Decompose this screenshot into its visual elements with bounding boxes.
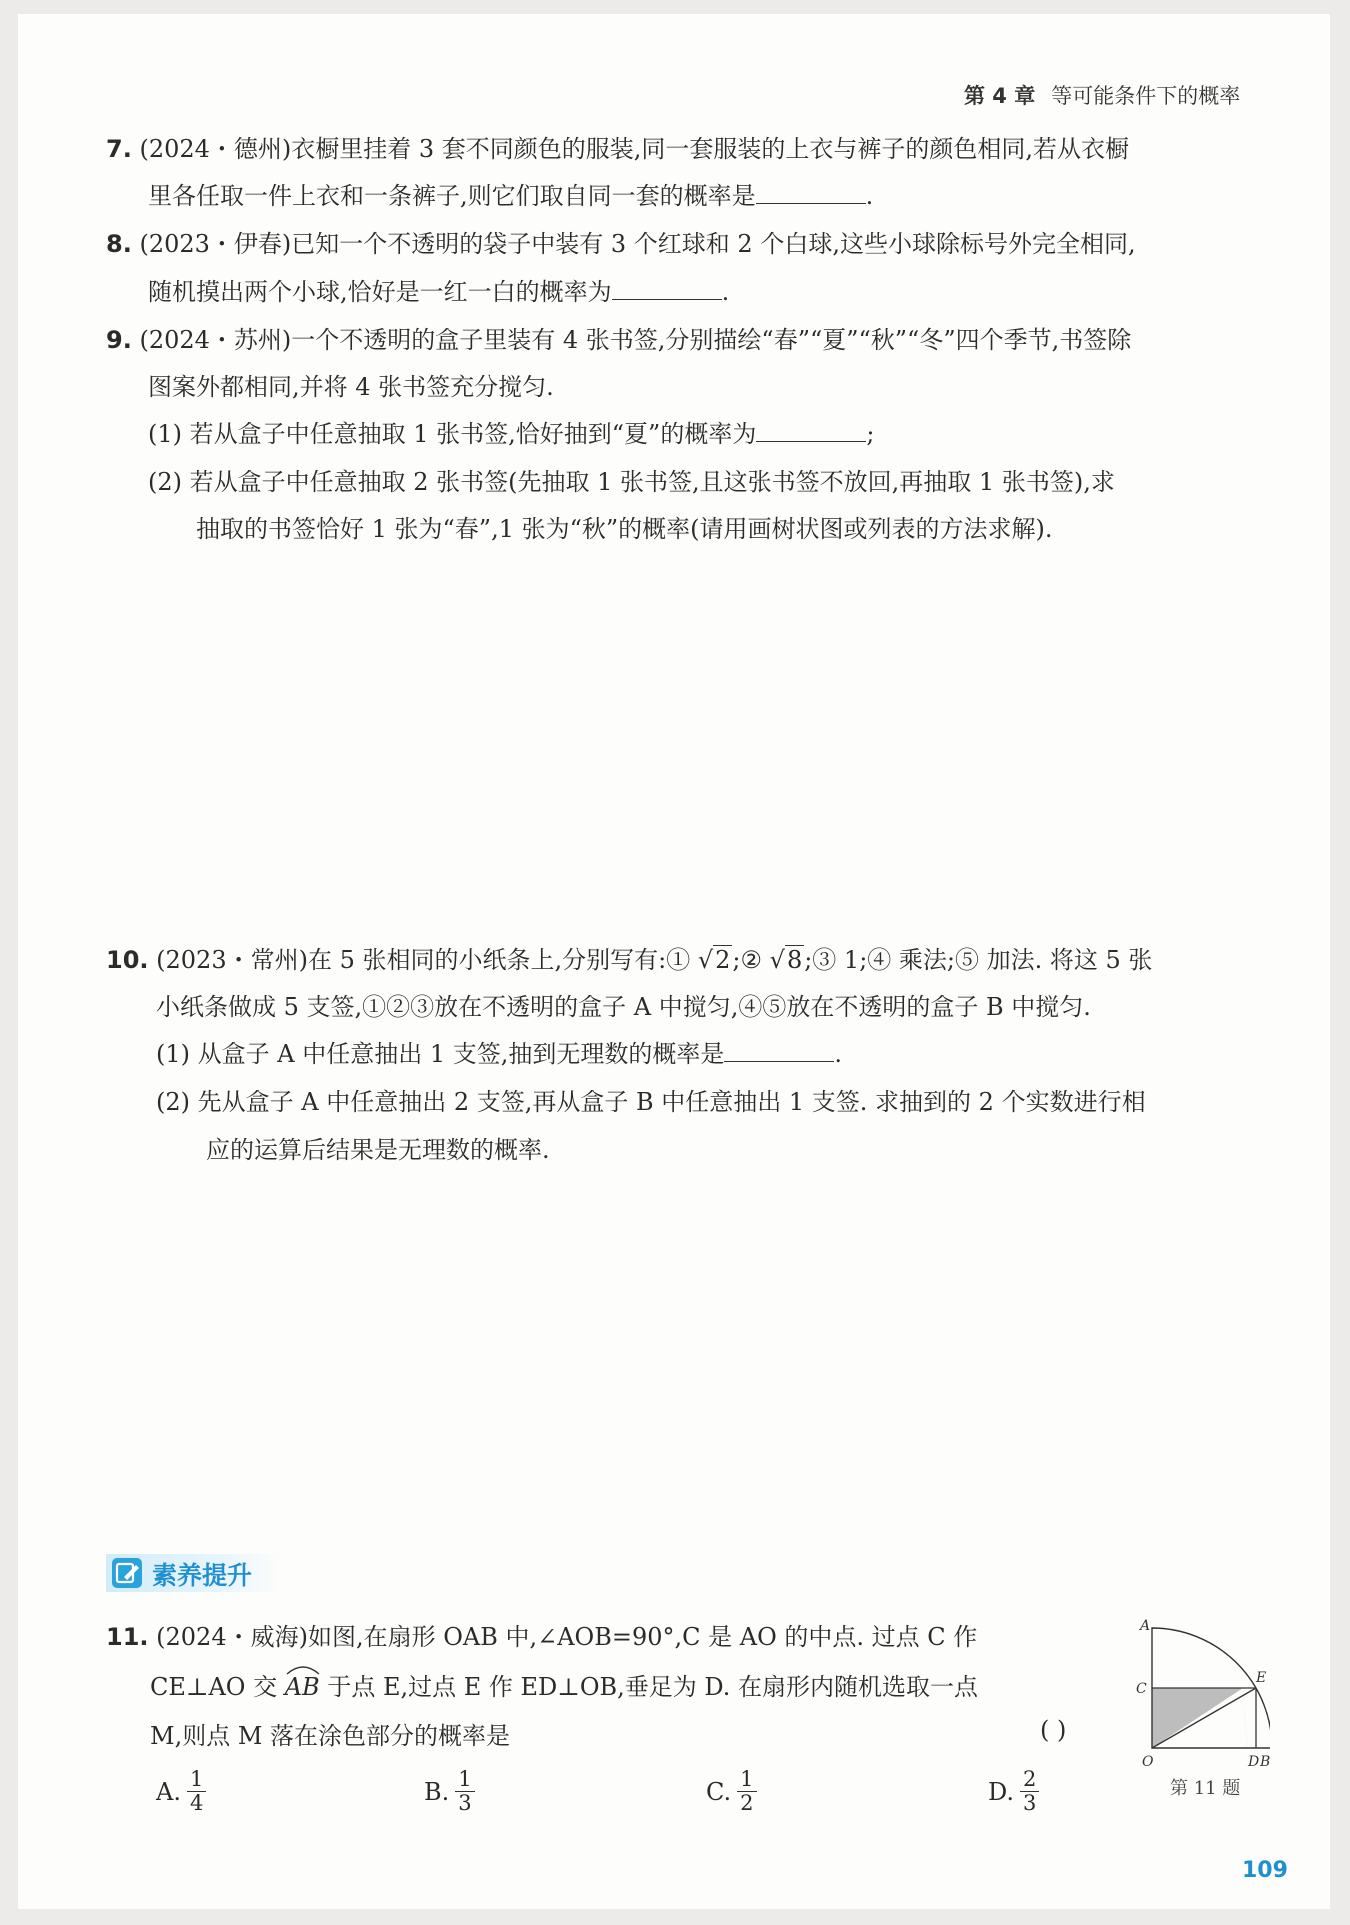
q9-line1	[106, 320, 1131, 355]
option-a-denominator: 4	[189, 1791, 204, 1816]
q10-sqrt8: 8	[786, 946, 803, 974]
q11-option-b[interactable]	[424, 1768, 475, 1815]
label-c: C	[1136, 1681, 1147, 1697]
q9-part1-text: (1) 若从盒子中任意抽取 1 张书签,恰好抽到“夏”的概率为	[148, 420, 757, 448]
option-d-denominator: 3	[1023, 1791, 1037, 1816]
q10-number: 10.	[106, 946, 149, 974]
q10-sqrt2: 2	[715, 946, 731, 974]
q7-line1	[106, 129, 1129, 164]
q10-line1: 10. (2023・常州)在 5 张相同的小纸条上,分别写有:① √2;② √8;③ 1;④ 乘法;⑤ 加法. 将这 5 张	[106, 946, 1153, 974]
q9-text1: (2024・苏州)一个不透明的盒子里装有 4 张书签,分别描绘“春”“夏”“秋”“冬”四个季节,书签除	[139, 326, 1132, 354]
q11-answer-bracket[interactable]: ( )	[1040, 1716, 1067, 1744]
chapter-label: 第 4 章	[964, 84, 1036, 108]
q7-line2	[148, 176, 873, 211]
option-c-fraction	[737, 1768, 756, 1815]
q10-part1	[156, 1034, 842, 1069]
label-e: E	[1256, 1670, 1267, 1686]
q8-number: 8.	[106, 230, 132, 258]
section-header	[106, 1554, 280, 1592]
label-o: O	[1142, 1754, 1154, 1770]
q7-text2: 里各任取一件上衣和一条裤子,则它们取自同一套的概率是	[148, 182, 756, 210]
label-d: D	[1248, 1754, 1260, 1770]
q10-text1b: ;②	[732, 946, 763, 974]
option-a-fraction	[187, 1768, 206, 1815]
page-header	[964, 80, 1240, 110]
q9-number: 9.	[106, 326, 132, 354]
q11-text1: (2024・威海)如图,在扇形 OAB 中,∠AOB=90°,C 是 AO 的中点. 过点 C 作	[156, 1623, 978, 1651]
q8-end: .	[721, 278, 730, 306]
q10-part1-end: .	[834, 1040, 843, 1068]
q8-answer-blank[interactable]	[612, 279, 722, 300]
q7-end: .	[865, 182, 874, 210]
section-title: 素养提升	[152, 1561, 253, 1590]
option-a-numerator: 1	[187, 1768, 206, 1792]
q11-text2a: CE⊥AO 交	[150, 1673, 285, 1701]
q7-answer-blank[interactable]	[756, 183, 866, 204]
q7-text1: (2024・德州)衣橱里挂着 3 套不同颜色的服装,同一套服装的上衣与裤子的颜色相同,若从衣橱	[139, 135, 1130, 163]
label-a: A	[1140, 1618, 1151, 1634]
q10-part1-text: (1) 从盒子 A 中任意抽出 1 支签,抽到无理数的概率是	[156, 1040, 725, 1068]
option-c-numerator: 1	[737, 1768, 756, 1792]
page-number: 109	[1242, 1858, 1288, 1883]
q11-line3: M,则点 M 落在涂色部分的概率是	[150, 1722, 511, 1750]
q9-part1-end: ;	[866, 420, 875, 448]
q10-answer-blank[interactable]	[724, 1041, 834, 1062]
q11-arc-text: AB	[284, 1673, 320, 1701]
q11-option-a[interactable]	[156, 1768, 206, 1815]
q11-option-c[interactable]	[706, 1768, 757, 1815]
q10-text1a: (2023・常州)在 5 张相同的小纸条上,分别写有:①	[156, 946, 691, 974]
q11-option-d[interactable]	[988, 1768, 1039, 1815]
q10-text1c: ;③ 1;④ 乘法;⑤ 加法. 将这 5 张	[804, 946, 1153, 974]
option-c-denominator: 2	[740, 1791, 754, 1816]
option-b-denominator: 3	[458, 1791, 472, 1816]
q10-line2: 小纸条做成 5 支签,①②③放在不透明的盒子 A 中搅匀,④⑤放在不透明的盒子 B 中搅匀.	[156, 993, 1091, 1021]
q11-line2	[150, 1667, 978, 1702]
q10-part2-line2: 应的运算后结果是无理数的概率.	[206, 1136, 550, 1164]
option-d-numerator: 2	[1020, 1768, 1039, 1792]
figure-caption: 第 11 题	[1170, 1778, 1241, 1799]
sector-figure	[1130, 1614, 1270, 1778]
q7-number: 7.	[106, 135, 132, 163]
q8-text2: 随机摸出两个小球,恰好是一红一白的概率为	[148, 278, 612, 306]
option-b-fraction	[455, 1768, 474, 1815]
q9-answer-blank[interactable]	[756, 421, 866, 442]
q8-line2	[148, 272, 729, 307]
option-b-numerator: 1	[455, 1768, 474, 1792]
q11-arc-label	[285, 1673, 320, 1701]
option-d-fraction	[1020, 1768, 1039, 1815]
q9-line2: 图案外都相同,并将 4 张书签充分搅匀.	[148, 373, 554, 401]
q11-line1	[106, 1617, 977, 1652]
q8-line1	[106, 224, 1136, 259]
option-c-label: C.	[706, 1777, 732, 1806]
label-b: B	[1260, 1754, 1270, 1770]
q11-text2b: 于点 E,过点 E 作 ED⊥OB,垂足为 D. 在扇形内随机选取一点	[319, 1673, 979, 1701]
q9-part2-line2: 抽取的书签恰好 1 张为“春”,1 张为“秋”的概率(请用画树状图或列表的方法求解).	[196, 515, 1053, 543]
q11-number: 11.	[106, 1623, 149, 1651]
q9-part1	[148, 414, 874, 449]
q9-part2-line1: (2) 若从盒子中任意抽取 2 张书签(先抽取 1 张书签,且这张书签不放回,再抽取 1 张书签),求	[148, 468, 1115, 496]
option-b-label: B.	[424, 1777, 450, 1806]
chapter-title: 等可能条件下的概率	[1051, 84, 1241, 108]
q10-part2-line1: (2) 先从盒子 A 中任意抽出 2 支签,再从盒子 B 中任意抽出 1 支签. 求抽到的 2 个实数进行相	[156, 1088, 1146, 1116]
option-d-label: D.	[988, 1777, 1015, 1806]
q8-text1: (2023・伊春)已知一个不透明的袋子中装有 3 个红球和 2 个白球,这些小球除标号外完全相同,	[139, 230, 1136, 258]
option-a-label: A.	[156, 1777, 181, 1806]
pen-badge-icon	[112, 1558, 142, 1588]
